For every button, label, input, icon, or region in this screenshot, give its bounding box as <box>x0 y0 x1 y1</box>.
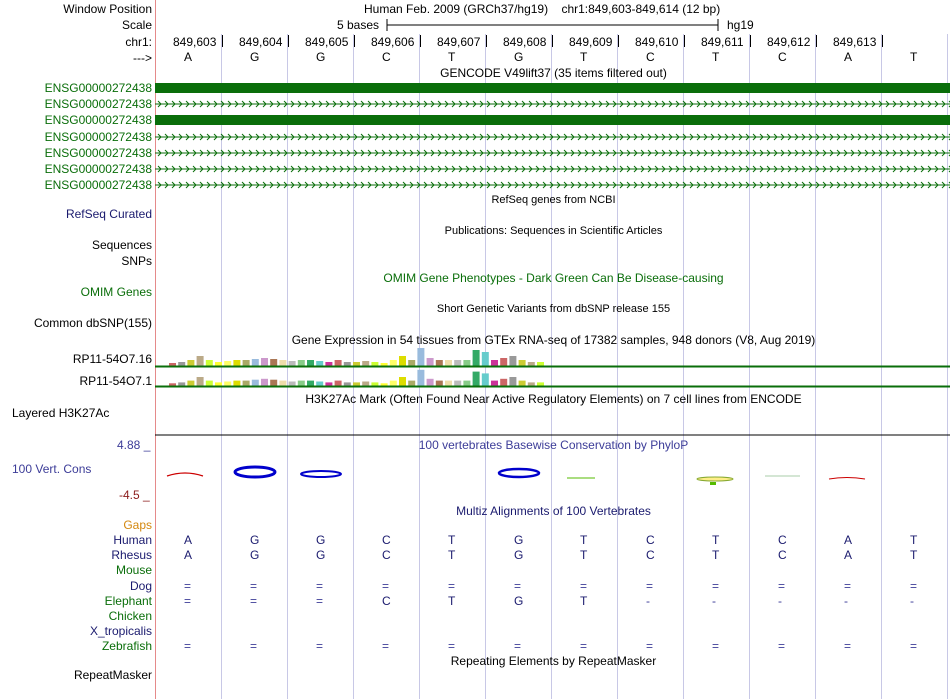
scale-text: 5 bases <box>337 18 380 32</box>
ruler-tick <box>882 35 883 47</box>
gtex-bar <box>390 360 397 366</box>
multiz-base: = <box>382 578 390 593</box>
multiz-base: = <box>910 578 918 593</box>
gtex-bar <box>454 360 461 366</box>
gencode-item-feature[interactable] <box>155 162 950 176</box>
ruler-base: C <box>646 50 655 64</box>
multiz-base: G <box>316 548 326 563</box>
multiz-base: T <box>910 533 918 547</box>
ruler-tick <box>618 35 619 47</box>
multiz-species-label[interactable]: X_tropicalis <box>89 624 152 639</box>
gtex-bar <box>408 381 415 386</box>
multiz-base: = <box>250 639 258 654</box>
multiz-base: - <box>844 593 848 608</box>
ruler-base: G <box>250 50 260 64</box>
cons-mark-3 <box>301 471 341 477</box>
h3k27ac-label[interactable]: Layered H3K27Ac <box>12 406 110 420</box>
ruler-position: 849,613 <box>833 35 877 49</box>
multiz-base: C <box>646 533 655 547</box>
window-position-label: Window Position <box>63 2 152 16</box>
gencode-item-feature[interactable] <box>155 130 950 144</box>
sequences-label[interactable]: Sequences <box>91 238 152 252</box>
gtex-bar <box>289 361 296 366</box>
gencode-item-label[interactable]: ENSG00000272438 <box>44 162 152 176</box>
multiz-base: C <box>382 548 391 563</box>
gtex-bar <box>215 362 222 366</box>
ruler-position: 849,606 <box>371 35 415 49</box>
multiz-species-label[interactable]: Human <box>113 533 152 547</box>
gtex-bar <box>224 382 231 387</box>
gencode-item-label[interactable]: ENSG00000272438 <box>44 129 152 144</box>
multiz-species-label[interactable]: Mouse <box>115 563 152 578</box>
gencode-title: GENCODE V49lift37 (35 items filtered out) <box>440 66 667 80</box>
gtex-bar <box>519 360 526 366</box>
ruler-position: 849,609 <box>569 35 613 49</box>
gtex-bar <box>362 361 369 366</box>
multiz-base: A <box>184 548 193 563</box>
gtex-bar <box>261 379 268 386</box>
scale-label: Scale <box>121 18 152 32</box>
gtex-bar <box>445 360 452 366</box>
gtex-bar <box>408 360 415 366</box>
gtex-bar <box>445 381 452 386</box>
multiz-base: T <box>580 548 588 563</box>
exon-block <box>155 115 950 125</box>
gtex-bar <box>178 362 185 366</box>
gtex-bar <box>316 382 323 387</box>
gtex-bars[interactable] <box>155 346 950 388</box>
gtex-bar <box>463 360 470 366</box>
gtex-bar <box>417 370 424 386</box>
gtex-bar <box>344 382 351 386</box>
gtex-bar <box>537 362 544 366</box>
gtex-bar <box>233 381 240 386</box>
gtex-bar <box>417 348 424 366</box>
ruler-tick <box>420 35 421 47</box>
gtex-bar <box>436 360 443 366</box>
multiz-base: = <box>646 639 654 654</box>
multiz-base: = <box>316 593 324 608</box>
multiz-base: T <box>910 548 918 563</box>
multiz-base: T <box>580 593 588 608</box>
multiz-base: = <box>184 639 192 654</box>
gtex-bar <box>344 362 351 366</box>
gencode-item-feature[interactable] <box>155 146 950 160</box>
gtex-bar <box>500 379 507 386</box>
multiz-base: = <box>844 639 852 654</box>
gtex-bar <box>187 360 194 366</box>
gtex-bar <box>528 382 535 386</box>
multiz-base: G <box>250 548 260 563</box>
ruler-position: 849,611 <box>701 35 744 49</box>
refseq-label[interactable]: RefSeq Curated <box>65 207 152 221</box>
chrom-label: chr1: <box>125 35 152 49</box>
gtex-bar <box>335 381 342 386</box>
ruler-position: 849,607 <box>437 35 481 49</box>
gtex-bar <box>289 382 296 387</box>
omim-label[interactable]: OMIM Genes <box>80 285 152 299</box>
multiz-base: C <box>646 548 655 563</box>
gencode-item-label[interactable]: ENSG00000272438 <box>44 97 152 112</box>
multiz-base: T <box>448 593 456 608</box>
gtex-bar <box>178 382 185 386</box>
ruler-base: C <box>382 50 391 64</box>
scale-assembly: hg19 <box>727 18 754 32</box>
cons-min-label: -4.5 _ <box>119 488 150 502</box>
multiz-title: Multiz Alignments of 100 Vertebrates <box>456 504 651 518</box>
gaps-label[interactable]: Gaps <box>123 518 152 532</box>
scale-bar <box>385 18 721 32</box>
gtex-bar <box>482 373 489 386</box>
ruler-base: C <box>778 50 787 64</box>
cons-mark-9 <box>829 478 865 480</box>
multiz-base: = <box>184 593 192 608</box>
gtex-bar <box>509 377 516 386</box>
gencode-item-feature[interactable] <box>155 97 950 111</box>
cons-logos[interactable] <box>155 458 950 498</box>
gtex-bar <box>463 381 470 386</box>
multiz-base: = <box>712 639 720 654</box>
gtex-bar <box>427 379 434 386</box>
gtex-bar <box>206 381 213 386</box>
gtex-bar <box>454 381 461 386</box>
multiz-base: = <box>448 578 456 593</box>
ruler-tick <box>816 35 817 47</box>
gtex-bar <box>316 361 323 366</box>
multiz-base: G <box>514 548 524 563</box>
gtex-bar <box>473 350 480 366</box>
gtex-row-label-1[interactable]: RP11-54O7.16 <box>72 352 152 366</box>
ruler-position: 849,610 <box>635 35 679 49</box>
multiz-base: T <box>580 533 588 547</box>
repeat-label[interactable]: RepeatMasker <box>73 668 152 682</box>
multiz-species-label[interactable]: Chicken <box>108 609 152 623</box>
multiz-base: G <box>514 593 524 608</box>
gencode-item-label[interactable]: ENSG00000272438 <box>44 145 152 160</box>
ruler-base: T <box>712 50 720 64</box>
ruler-tick <box>288 35 289 47</box>
cons-title: 100 vertebrates Basewise Conservation by PhyloP <box>418 438 689 452</box>
multiz-base: = <box>316 639 324 654</box>
multiz-base: - <box>778 593 782 608</box>
multiz-species-label[interactable]: Rhesus <box>111 548 152 563</box>
exon-block <box>155 83 950 93</box>
multiz-base: = <box>514 639 522 654</box>
gtex-bar <box>325 382 332 386</box>
ruler-position: 849,605 <box>305 35 349 49</box>
gtex-bar <box>187 381 194 386</box>
multiz-species-label[interactable]: Dog <box>129 578 152 593</box>
gtex-bar <box>197 356 204 366</box>
gencode-item-feature[interactable] <box>155 113 950 127</box>
multiz-base: = <box>316 578 324 593</box>
multiz-base: = <box>250 593 258 608</box>
multiz-base: A <box>844 533 853 547</box>
multiz-base: - <box>910 593 914 608</box>
multiz-base: - <box>646 593 650 608</box>
ruler-position: 849,608 <box>503 35 547 49</box>
multiz-base: C <box>778 533 787 547</box>
ruler-position: 849,603 <box>173 35 217 49</box>
gtex-bar <box>353 362 360 366</box>
ruler-tick <box>354 35 355 47</box>
ruler-tick <box>552 35 553 47</box>
dbsnp-label[interactable]: Common dbSNP(155) <box>33 316 152 330</box>
multiz-base: T <box>712 548 720 563</box>
multiz-base: = <box>910 639 918 654</box>
gtex-bar <box>491 360 498 366</box>
h3k27ac-baseline <box>155 434 950 436</box>
snps-label[interactable]: SNPs <box>121 254 152 268</box>
gtex-bar <box>252 380 259 386</box>
gtex-title: Gene Expression in 54 tissues from GTEx RNA-seq of 17382 samples, 948 donors (V8, Aug 2019) <box>291 333 816 347</box>
gtex-bar <box>399 356 406 366</box>
publications-title: Publications: Sequences in Scientific Articles <box>444 225 663 237</box>
cons-label[interactable]: 100 Vert. Cons <box>12 462 92 476</box>
gencode-item-label[interactable]: ENSG00000272438 <box>44 113 152 128</box>
multiz-base: = <box>778 639 786 654</box>
multiz-base: = <box>448 639 456 654</box>
gencode-item-feature[interactable] <box>155 81 950 95</box>
gtex-bar <box>335 360 342 366</box>
cons-mark-7 <box>710 482 716 485</box>
multiz-base: G <box>514 533 524 547</box>
gtex-bar <box>206 360 213 366</box>
cons-mark-2 <box>235 467 275 477</box>
multiz-base: = <box>382 639 390 654</box>
gtex-bar <box>233 360 240 366</box>
multiz-base: = <box>712 578 720 593</box>
gtex-bar <box>261 358 268 366</box>
multiz-base: C <box>382 533 391 547</box>
cons-mark-6 <box>697 477 733 481</box>
ruler-base: A <box>184 50 193 64</box>
cons-mark-1 <box>167 473 203 476</box>
gtex-bar <box>243 360 250 366</box>
ruler-position: 849,604 <box>239 35 283 49</box>
multiz-base: = <box>514 578 522 593</box>
h3k27ac-title: H3K27Ac Mark (Often Found Near Active Regulatory Elements) on 7 cell lines from ENCODE <box>305 392 802 406</box>
gtex-bar <box>307 360 314 366</box>
multiz-base: T <box>448 548 456 563</box>
gtex-bar <box>270 359 277 366</box>
gtex-row-label-2[interactable]: RP11-54O7.1 <box>79 374 152 388</box>
window-position-text: Human Feb. 2009 (GRCh37/hg19) chr1:849,603-849,614 (12 bp) <box>364 2 721 16</box>
multiz-base: = <box>250 578 258 593</box>
ruler-base: T <box>448 50 456 64</box>
multiz-base: C <box>778 548 787 563</box>
refseq-title: RefSeq genes from NCBI <box>491 194 616 206</box>
gtex-bar <box>215 382 222 386</box>
ruler-base: G <box>316 50 326 64</box>
ruler-tick <box>486 35 487 47</box>
multiz-base: = <box>580 639 588 654</box>
cons-mark-4 <box>499 469 539 477</box>
gtex-bar <box>279 381 286 386</box>
gtex-bar <box>252 359 259 366</box>
multiz-base: T <box>448 533 456 547</box>
multiz-base: A <box>844 548 853 563</box>
gtex-bar <box>353 382 360 386</box>
cons-max-label: 4.88 _ <box>117 438 151 452</box>
gtex-bar <box>362 382 369 387</box>
ruler-tick <box>750 35 751 47</box>
gtex-bar <box>473 372 480 386</box>
gtex-bar <box>427 358 434 366</box>
multiz-base: = <box>580 578 588 593</box>
gtex-bar <box>243 381 250 386</box>
ruler-base: A <box>844 50 853 64</box>
multiz-base: C <box>382 593 391 608</box>
multiz-base: = <box>844 578 852 593</box>
multiz-base: - <box>712 593 716 608</box>
gtex-bar <box>519 381 526 386</box>
gtex-bar <box>390 381 397 386</box>
ruler-position: 849,612 <box>767 35 811 49</box>
multiz-base: = <box>184 578 192 593</box>
gtex-bar <box>500 358 507 366</box>
multiz-species-label[interactable]: Elephant <box>104 593 152 608</box>
gtex-bar <box>399 377 406 386</box>
gtex-bar <box>371 382 378 386</box>
multiz-base: T <box>712 533 720 547</box>
gtex-bar <box>371 362 378 366</box>
gtex-bar <box>482 352 489 366</box>
ruler-tick <box>222 35 223 47</box>
gtex-bar <box>491 381 498 386</box>
gtex-bar <box>325 362 332 366</box>
gtex-bar <box>307 381 314 386</box>
multiz-base: A <box>184 533 193 547</box>
ruler-base: G <box>514 50 524 64</box>
gtex-bar <box>436 381 443 386</box>
gtex-bar <box>224 361 231 366</box>
gtex-bar <box>298 381 305 386</box>
gtex-bar <box>528 362 535 366</box>
gencode-item-label[interactable]: ENSG00000272438 <box>44 81 152 95</box>
gencode-item-feature[interactable] <box>155 178 950 192</box>
gtex-bar <box>270 380 277 386</box>
multiz-base: = <box>778 578 786 593</box>
gtex-bar <box>279 360 286 366</box>
ruler-base: T <box>910 50 918 64</box>
strand-label: ---> <box>133 51 152 65</box>
repeat-title: Repeating Elements by RepeatMasker <box>450 654 657 668</box>
ruler-tick <box>684 35 685 47</box>
multiz-base: = <box>646 578 654 593</box>
omim-title: OMIM Gene Phenotypes - Dark Green Can Be Disease-causing <box>383 271 724 285</box>
multiz-base: G <box>250 533 260 547</box>
gtex-bar <box>197 377 204 386</box>
multiz-species-label[interactable]: Zebrafish <box>101 639 152 654</box>
gtex-bar <box>537 382 544 386</box>
gtex-bar <box>298 360 305 366</box>
gtex-bar <box>509 356 516 366</box>
dbsnp-title: Short Genetic Variants from dbSNP release 155 <box>436 303 671 315</box>
gencode-item-label[interactable]: ENSG00000272438 <box>44 178 152 193</box>
multiz-base: G <box>316 533 326 547</box>
ruler-base: T <box>580 50 588 64</box>
